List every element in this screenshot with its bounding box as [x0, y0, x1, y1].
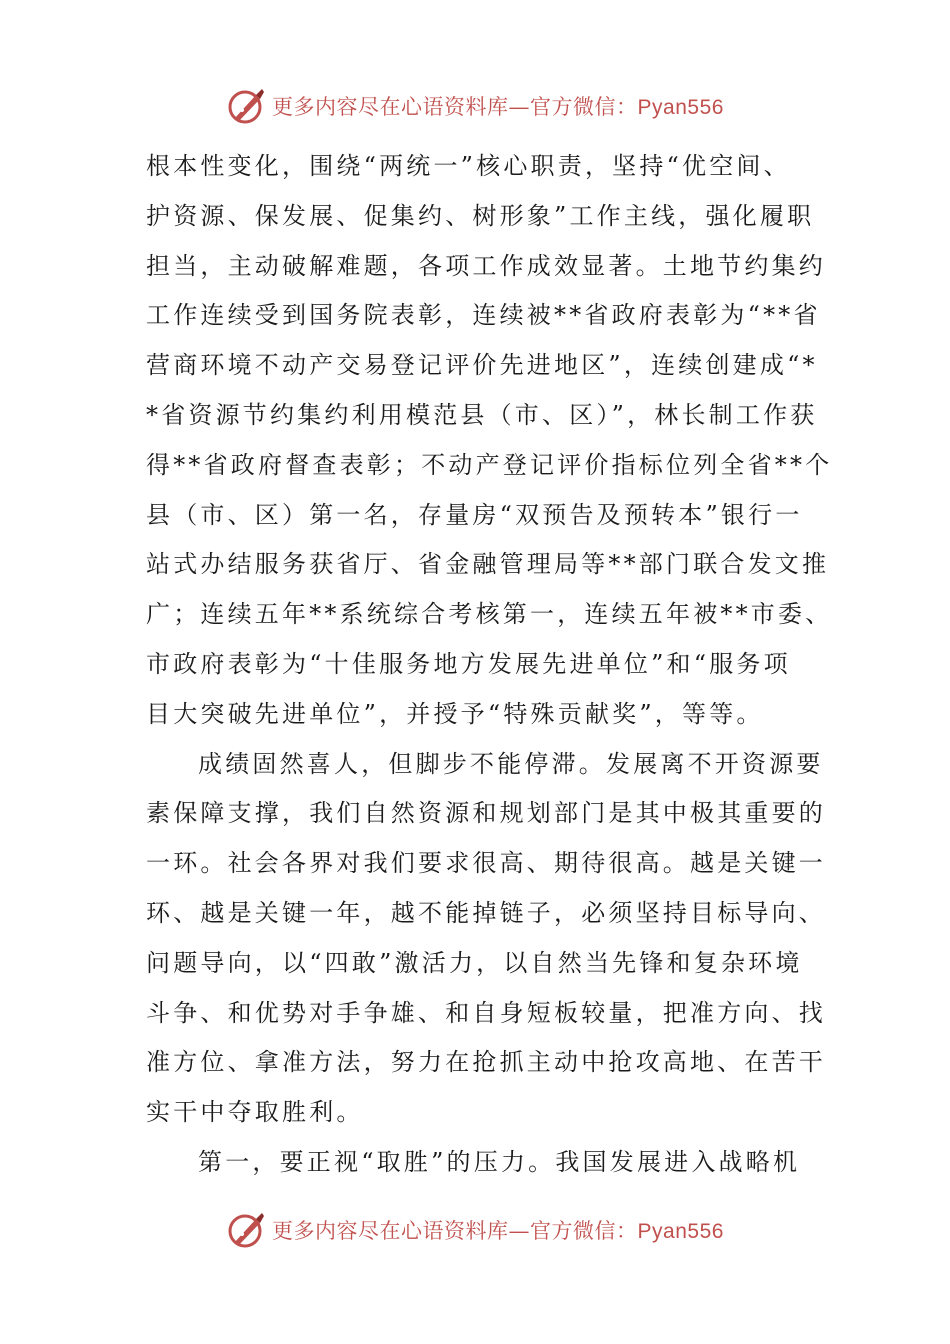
text-line: 目大突破先进单位”，并授予“特殊贡献奖”，等等。	[146, 699, 764, 728]
text-line: 市政府表彰为“十佳服务地方发展先进单位”和“服务项	[146, 649, 791, 678]
document-body	[146, 142, 833, 1188]
footer-banner	[0, 1208, 950, 1252]
text-line: 县（市、区）第一名，存量房“双预告及预转本”银行一	[146, 500, 803, 529]
text-line: 环、越是关键一年，越不能掉链子，必须坚持目标导向、	[146, 898, 826, 927]
text-line: 准方位、拿准方法，努力在抢抓主动中抢攻高地、在苦干	[146, 1048, 826, 1077]
footer-banner-label: 更多内容尽在心语资料库—官方微信：	[272, 1219, 638, 1243]
text-line: 站式办结服务获省厅、省金融管理局等**部门联合发文推	[146, 550, 830, 579]
header-banner	[0, 84, 950, 128]
text-line: 担当，主动破解难题，各项工作成效显著。土地节约集约	[146, 251, 826, 280]
footer-banner-text	[272, 1215, 724, 1245]
pen-logo-icon	[226, 86, 266, 126]
text-line: 一环。社会各界对我们要求很高、期待很高。越是关键一	[146, 849, 826, 878]
header-banner-text	[272, 91, 724, 121]
text-line: 广；连续五年**系统综合考核第一，连续五年被**市委、	[146, 600, 833, 629]
text-line: 护资源、保发展、促集约、树形象”工作主线，强化履职	[146, 201, 815, 230]
paragraph-first-line: 成绩固然喜人，但脚步不能停滞。发展离不开资源要	[198, 749, 824, 778]
text-line: 素保障支撑，我们自然资源和规划部门是其中极其重要的	[146, 799, 826, 828]
text-line: 营商环境不动产交易登记评价先进地区”，连续创建成“*	[146, 351, 818, 380]
paragraph-first-line: 第一，要正视“取胜”的压力。我国发展进入战略机	[198, 1147, 801, 1176]
header-wechat-id: Pyan556	[637, 96, 724, 119]
text-line: 得**省政府督查表彰；不动产登记评价指标位列全省**个	[146, 450, 833, 479]
text-line: 根本性变化，围绕“两统一”核心职责，坚持“优空间、	[146, 152, 791, 180]
header-banner-label: 更多内容尽在心语资料库—官方微信：	[272, 95, 638, 119]
text-line: *省资源节约集约利用模范县（市、区）”，林长制工作获	[146, 400, 818, 429]
pen-logo-icon	[226, 1210, 266, 1250]
text-line: 斗争、和优势对手争雄、和自身短板较量，把准方向、找	[146, 998, 826, 1027]
text-line: 实干中夺取胜利。	[146, 1098, 364, 1127]
text-line: 工作连续受到国务院表彰，连续被**省政府表彰为“**省	[146, 301, 821, 330]
text-line: 问题导向，以“四敢”激活力，以自然当先锋和复杂环境	[146, 948, 803, 977]
footer-wechat-id: Pyan556	[637, 1220, 724, 1243]
